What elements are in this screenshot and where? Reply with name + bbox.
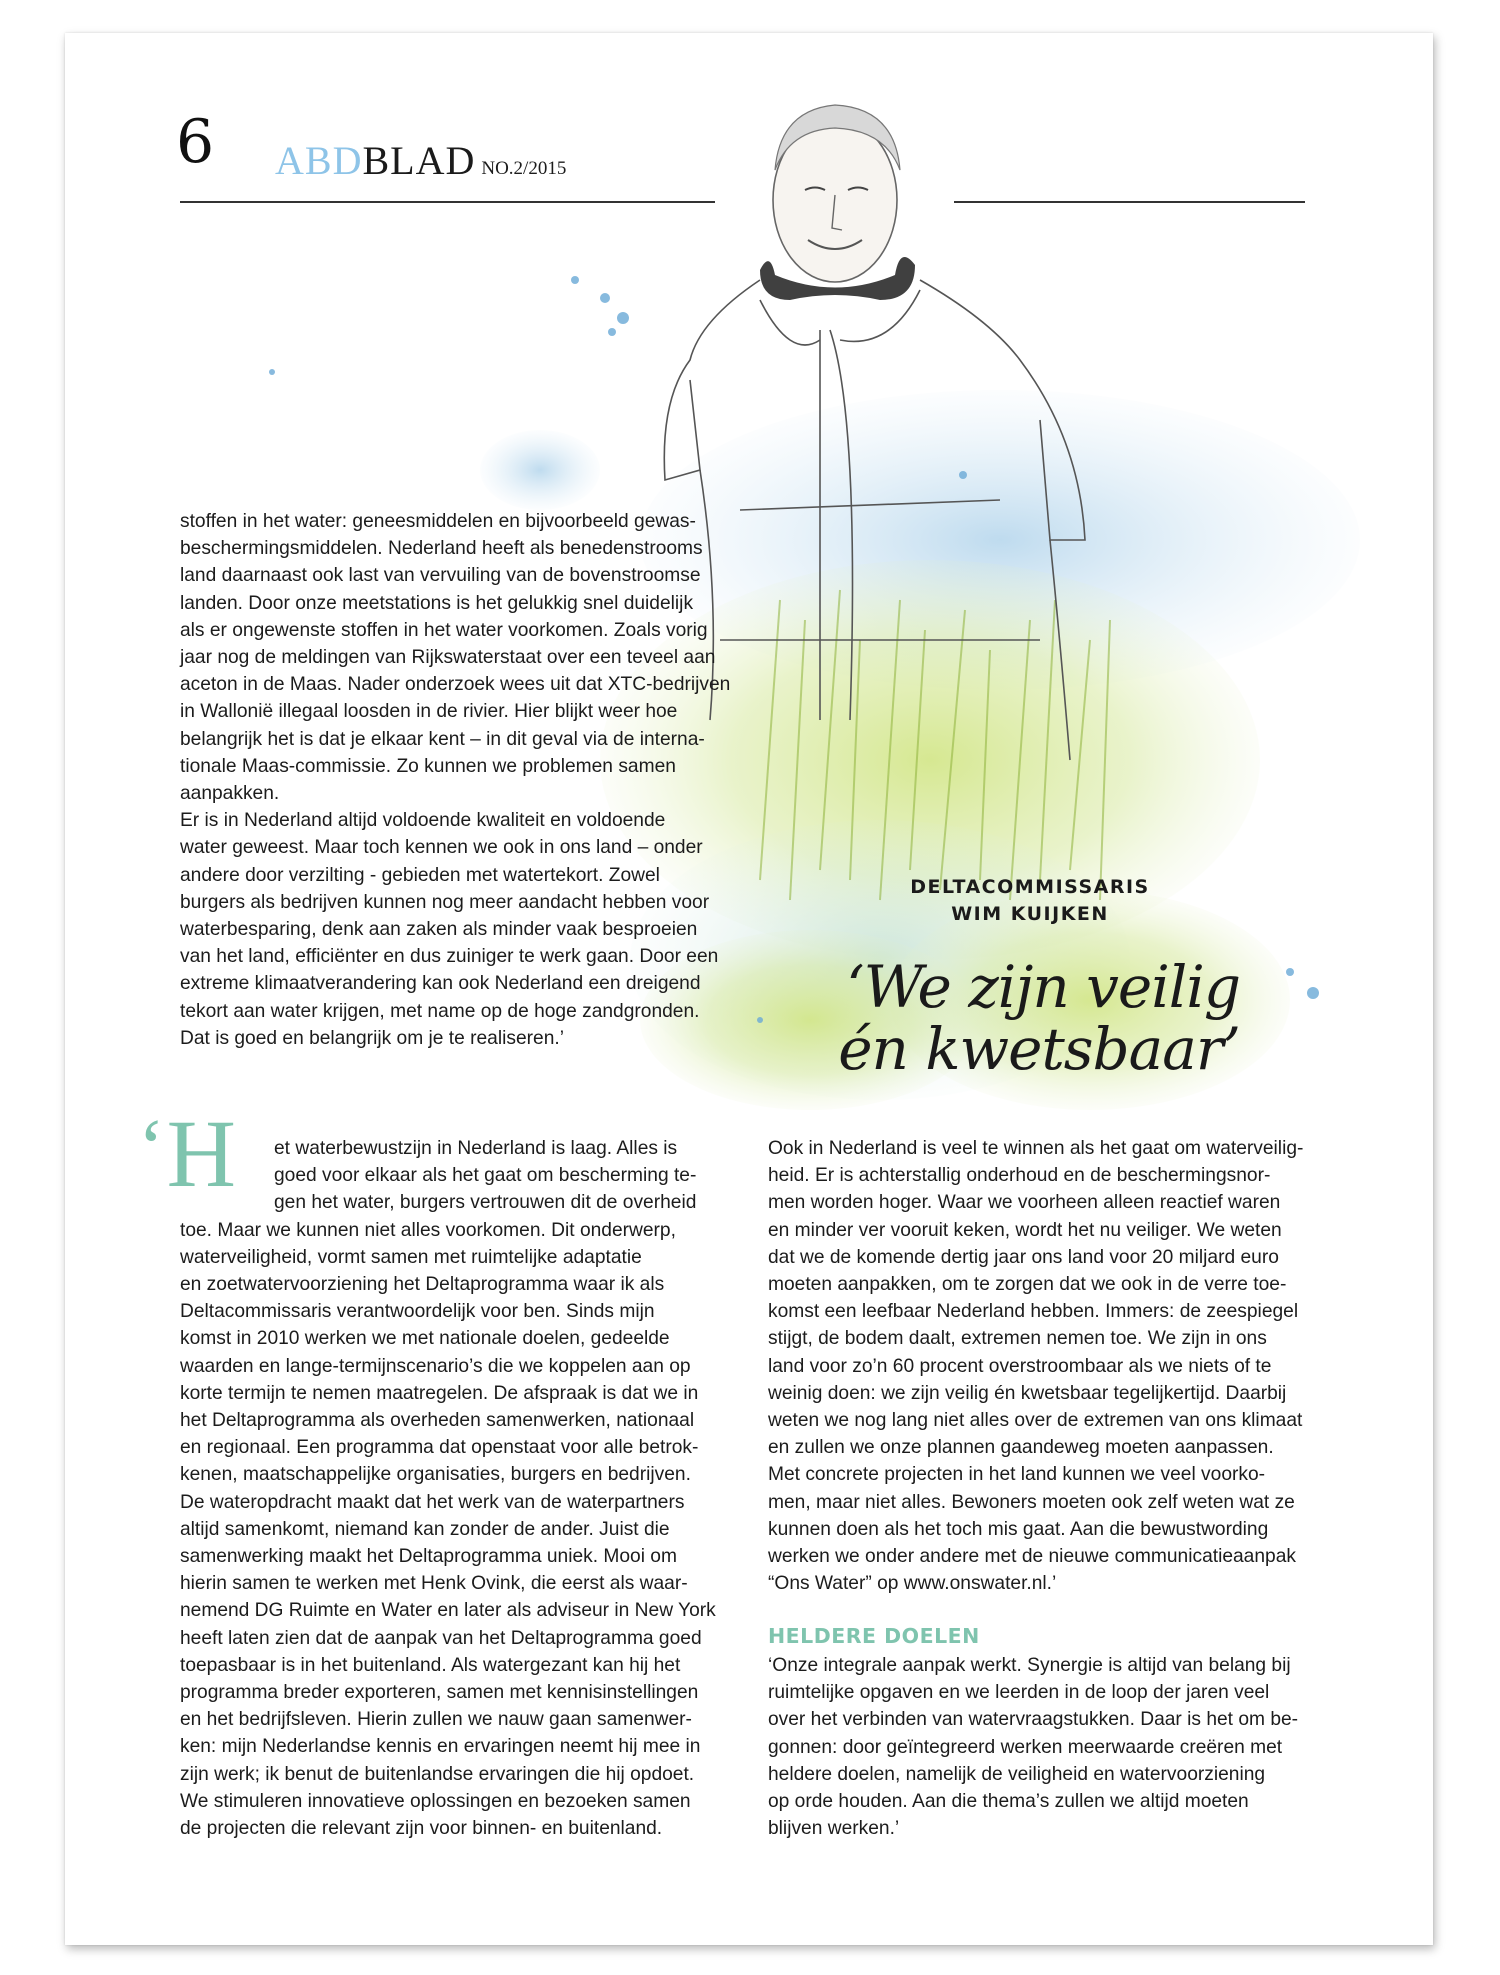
- drop-cap-glyph: H: [166, 1100, 236, 1207]
- body-column-2-bottom: [768, 1652, 1298, 1842]
- text-line: extreme klimaatverandering kan ook Nederland een dreigend: [180, 973, 701, 995]
- text-line: jaar nog de meldingen van Rijkswaterstaat over een teveel aan: [180, 647, 716, 669]
- text-line: heeft laten zien dat de aanpak van het Deltaprogramma goed: [180, 1627, 702, 1649]
- heading-line: WIM KUIJKEN: [951, 903, 1109, 925]
- heading-line: DELTACOMMISSARIS: [910, 876, 1150, 898]
- text-line: weten we nog lang niet alles over de extremen van ons klimaat: [768, 1410, 1303, 1432]
- text-line: aceton in de Maas. Nader onderzoek wees uit dat XTC-bedrijven: [180, 674, 731, 696]
- text-line: aanpakken.: [180, 783, 280, 805]
- text-line: gen het water, burgers vertrouwen dit de overheid: [274, 1192, 697, 1214]
- text-line: als er ongewenste stoffen in het water voorkomen. Zoals vorig: [180, 619, 708, 641]
- masthead: [275, 138, 567, 183]
- text-line: andere door verzilting - gebieden met watertekort. Zowel: [180, 864, 660, 886]
- text-line: ken: mijn Nederlandse kennis en ervaringen neemt hij mee in: [180, 1736, 701, 1758]
- text-line: kenen, maatschappelijke organisaties, burgers en bedrijven.: [180, 1464, 691, 1486]
- text-line: ‘Onze integrale aanpak werkt. Synergie is altijd van belang bij: [768, 1655, 1291, 1676]
- text-line: en het bedrijfsleven. Hierin zullen we nauw gaan samenwer-: [180, 1709, 692, 1731]
- text-line: stoffen in het water: geneesmiddelen en bijvoorbeeld gewas-: [180, 511, 696, 532]
- text-line: de projecten die relevant zijn voor binnen- en buitenland.: [180, 1818, 663, 1840]
- text-line: gonnen: door geïntegreerd werken meerwaarde creëren met: [768, 1736, 1283, 1758]
- text-line: waarden en lange-termijnscenario’s die we koppelen aan op: [180, 1355, 691, 1377]
- text-line: waterbesparing, denk aan zaken als minder vaak besproeien: [180, 919, 698, 941]
- text-line: Deltacommissaris verantwoordelijk voor ben. Sinds mijn: [180, 1301, 655, 1323]
- text-line: goed voor elkaar als het gaat om bescherming te-: [274, 1165, 697, 1187]
- text-line: komst in 2010 werken we met nationale doelen, gedeelde: [180, 1328, 670, 1350]
- section-subhead: HELDERE DOELEN: [768, 1624, 980, 1648]
- text-line: nemend DG Ruimte en Water en later als adviseur in New York: [180, 1600, 716, 1622]
- text-line: hierin samen te werken met Henk Ovink, die eerst als waar-: [180, 1573, 688, 1595]
- text-line: “Ons Water” op www.onswater.nl.’: [768, 1573, 1057, 1595]
- drop-cap-glyph: ‘: [138, 1104, 165, 1192]
- article-kicker: [860, 874, 1200, 928]
- text-line: heldere doelen, namelijk de veiligheid en watervoorziening: [768, 1763, 1266, 1785]
- text-line: burgers als bedrijven kunnen nog meer aandacht hebben voor: [180, 891, 710, 913]
- text-line: Dat is goed en belangrijk om je te realiseren.’: [180, 1027, 564, 1049]
- body-column-2-top: [768, 1135, 1303, 1597]
- text-line: land daarnaast ook last van vervuiling van de bovenstroomse: [180, 565, 701, 587]
- text-line: Er is in Nederland altijd voldoende kwaliteit en voldoende: [180, 810, 666, 832]
- text-line: toepasbaar is in het buitenland. Als watergezant kan hij het: [180, 1654, 681, 1676]
- text-line: heid. Er is achterstallig onderhoud en de beschermingsnor-: [768, 1165, 1271, 1187]
- text-line: stijgt, de bodem daalt, extremen nemen toe. We zijn in ons: [768, 1328, 1267, 1350]
- text-line: landen. Door onze meetstations is het gelukkig snel duidelijk: [180, 592, 694, 614]
- header-rule-right: [954, 201, 1305, 203]
- text-line: We stimuleren innovatieve oplossingen en bezoeken samen: [180, 1790, 691, 1812]
- text-line: dat we de komende dertig jaar ons land voor 20 miljard euro: [768, 1246, 1279, 1268]
- text-line: tionale Maas-commissie. Zo kunnen we problemen samen: [180, 755, 676, 777]
- body-column-1-bottom: [180, 1217, 716, 1843]
- heading-line: ‘We zijn veilig: [846, 953, 1240, 1021]
- text-line: De wateropdracht maakt dat het werk van de waterpartners: [180, 1491, 685, 1513]
- text-line: toe. Maar we kunnen niet alles voorkomen. Dit onderwerp,: [180, 1219, 676, 1241]
- text-line: men, maar niet alles. Bewoners moeten ook zelf weten wat ze: [768, 1491, 1295, 1513]
- page-number: 6: [176, 107, 215, 177]
- text-line: waterveiligheid, vormt samen met ruimtelijke adaptatie: [180, 1246, 642, 1268]
- text-line: samenwerking maakt het Deltaprogramma uniek. Mooi om: [180, 1546, 677, 1568]
- heading-line: én kwetsbaar’: [838, 1015, 1240, 1083]
- text-line: zijn werk; ik benut de buitenlandse ervaringen die hij opdoet.: [180, 1763, 695, 1785]
- text-line: en minder ver vooruit keken, wordt het nu veiliger. We weten: [768, 1219, 1282, 1241]
- text-line: et waterbewustzijn in Nederland is laag. Alles is: [274, 1138, 678, 1159]
- text-line: blijven werken.’: [768, 1818, 900, 1840]
- text-line: programma breder exporteren, samen met kennisinstellingen: [180, 1682, 699, 1704]
- text-line: kunnen doen als het toch mis gaat. Aan die bewustwording: [768, 1518, 1269, 1540]
- text-line: in Wallonië illegaal loosden in de rivier. Hier blijkt weer hoe: [180, 701, 678, 723]
- text-line: korte termijn te nemen maatregelen. De afspraak is dat we in: [180, 1382, 699, 1404]
- issue-number: NO.2/2015: [481, 158, 567, 179]
- brand-first: ABD: [275, 138, 363, 183]
- text-line: op orde houden. Aan die thema’s zullen we altijd moeten: [768, 1791, 1249, 1813]
- brand-second: BLAD: [362, 138, 476, 183]
- text-line: Ook in Nederland is veel te winnen als het gaat om waterveilig-: [768, 1138, 1304, 1159]
- text-line: en zoetwatervoorziening het Deltaprogramma waar ik als: [180, 1274, 665, 1295]
- text-line: altijd samenkomt, niemand kan zonder de ander. Juist die: [180, 1518, 670, 1540]
- header-rule-left: [180, 201, 715, 203]
- text-line: over het verbinden van watervraagstukken. Daar is het om be-: [768, 1709, 1299, 1731]
- text-line: van het land, efficiënter en dus zuiniger te werk gaan. Door een: [180, 946, 719, 968]
- text-line: het Deltaprogramma als overheden samenwerken, nationaal: [180, 1410, 695, 1432]
- text-line: water geweest. Maar toch kennen we ook in ons land – onder: [180, 837, 703, 859]
- body-column-1-intro: [274, 1135, 696, 1217]
- text-line: belangrijk het is dat je elkaar kent – in dit geval via de interna-: [180, 728, 705, 750]
- text-line: beschermingsmiddelen. Nederland heeft als benedenstrooms: [180, 538, 703, 560]
- text-line: tekort aan water krijgen, met name op de hoge zandgronden.: [180, 1000, 700, 1022]
- text-line: komst een leefbaar Nederland hebben. Immers: de zeespiegel: [768, 1301, 1299, 1323]
- text-line: moeten aanpakken, om te zorgen dat we ook in de verre toe-: [768, 1274, 1287, 1296]
- text-line: men worden hoger. Waar we voorheen alleen reactief waren: [768, 1192, 1281, 1214]
- text-line: werken we onder andere met de nieuwe communicatieaanpak: [768, 1546, 1296, 1568]
- text-line: ruimtelijke opgaven en we leerden in de loop der jaren veel: [768, 1682, 1270, 1704]
- text-line: weinig doen: we zijn veilig én kwetsbaar tegelijkertijd. Daarbij: [768, 1382, 1287, 1404]
- text-line: en regionaal. Een programma dat openstaat voor alle betrok-: [180, 1437, 699, 1459]
- text-line: Met concrete projecten in het land kunnen we veel voorko-: [768, 1464, 1266, 1486]
- article-headline: [770, 953, 1240, 1083]
- text-line: en zullen we onze plannen gaandeweg moeten aanpassen.: [768, 1437, 1274, 1459]
- drop-cap: [138, 1100, 236, 1207]
- text-line: land voor zo’n 60 procent overstroombaar als we niets of te: [768, 1355, 1272, 1377]
- body-column-1-top: [180, 508, 730, 1052]
